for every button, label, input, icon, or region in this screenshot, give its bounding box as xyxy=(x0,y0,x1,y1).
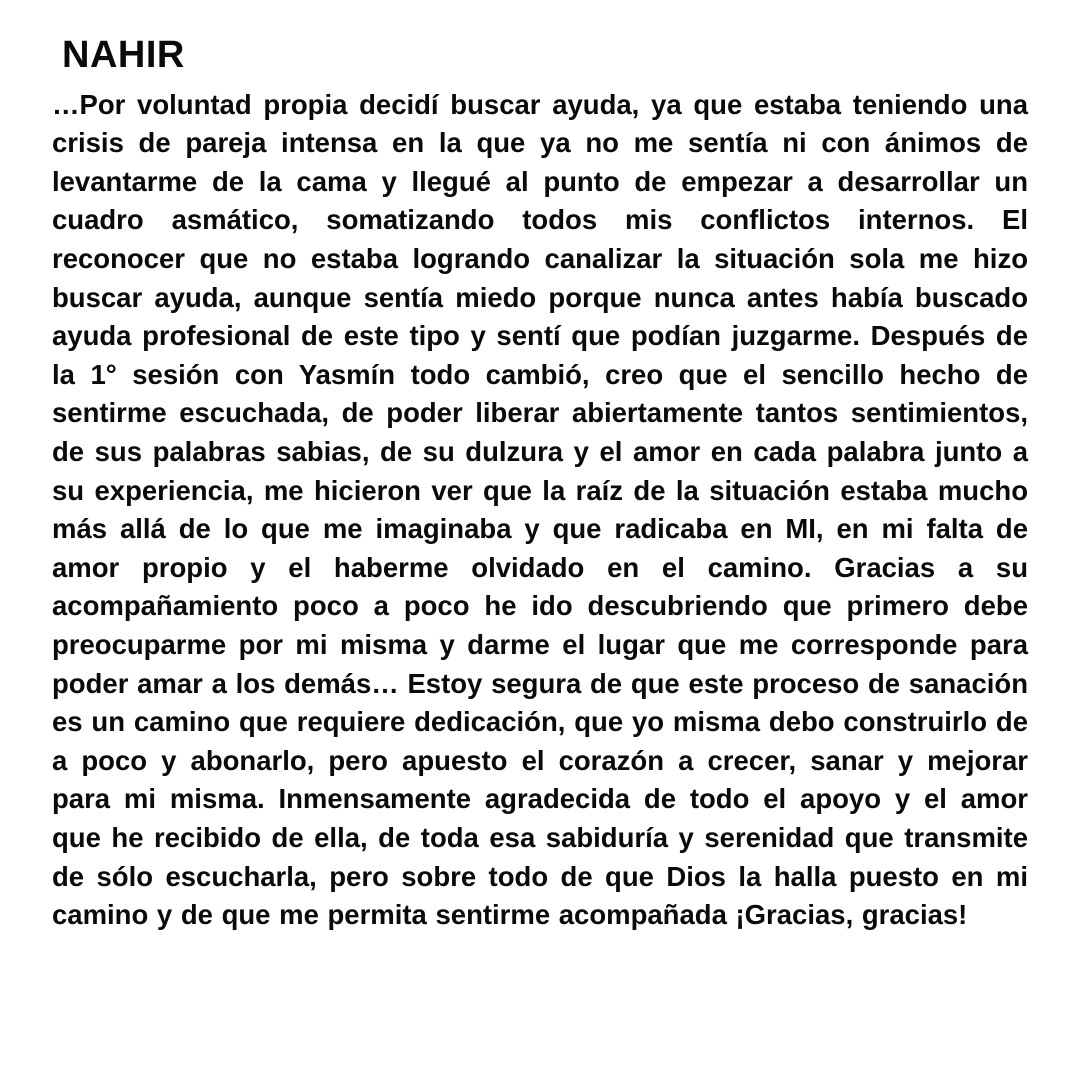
testimonial-text: …Por voluntad propia decidí buscar ayuda, ya que estaba teniendo una crisis de pareja intensa en la que ya no me sentía ni con ánimos de levantarme de la cama y llegué al punto de empezar a desarrollar un cuadro asmático, somatizando todos mis conflictos internos. El reconocer que no estaba logrando canalizar la situación sola me hizo buscar ayuda, aunque sentía miedo porque nunca antes había buscado ayuda profesional de este tipo y sentí que podían juzgarme. Después de la 1° sesión con Yasmín todo cambió, creo que el sencillo hecho de sentirme escuchada, de poder liberar abiertamente tantos sentimientos, de sus palabras sabias, de su dulzura y el amor en cada palabra junto a su experiencia, me hicieron ver que la raíz de la situación estaba mucho más allá de lo que me imaginaba y que radicaba en MI, en mi falta de amor propio y el haberme olvidado en el camino. Gracias a su acompañamiento poco a poco he ido descubriendo que primero debe preocuparme por mi misma y darme el lugar que me corresponde para poder amar a los demás… Estoy segura de que este proceso de sanación es un camino que requiere dedicación, que yo misma debo construirlo de a poco y abonarlo, pero apuesto el corazón a crecer, sanar y mejorar para mi misma. Inmensamente agradecida de todo el apoyo y el amor que he recibido de ella, de toda esa sabiduría y serenidad que transmite de sólo escucharla, pero sobre todo de que Dios la halla puesto en mi camino y de que me permita sentirme acompañada ¡Gracias, gracias! xyxy=(52,88,1028,931)
page-title: NAHIR xyxy=(62,34,185,76)
